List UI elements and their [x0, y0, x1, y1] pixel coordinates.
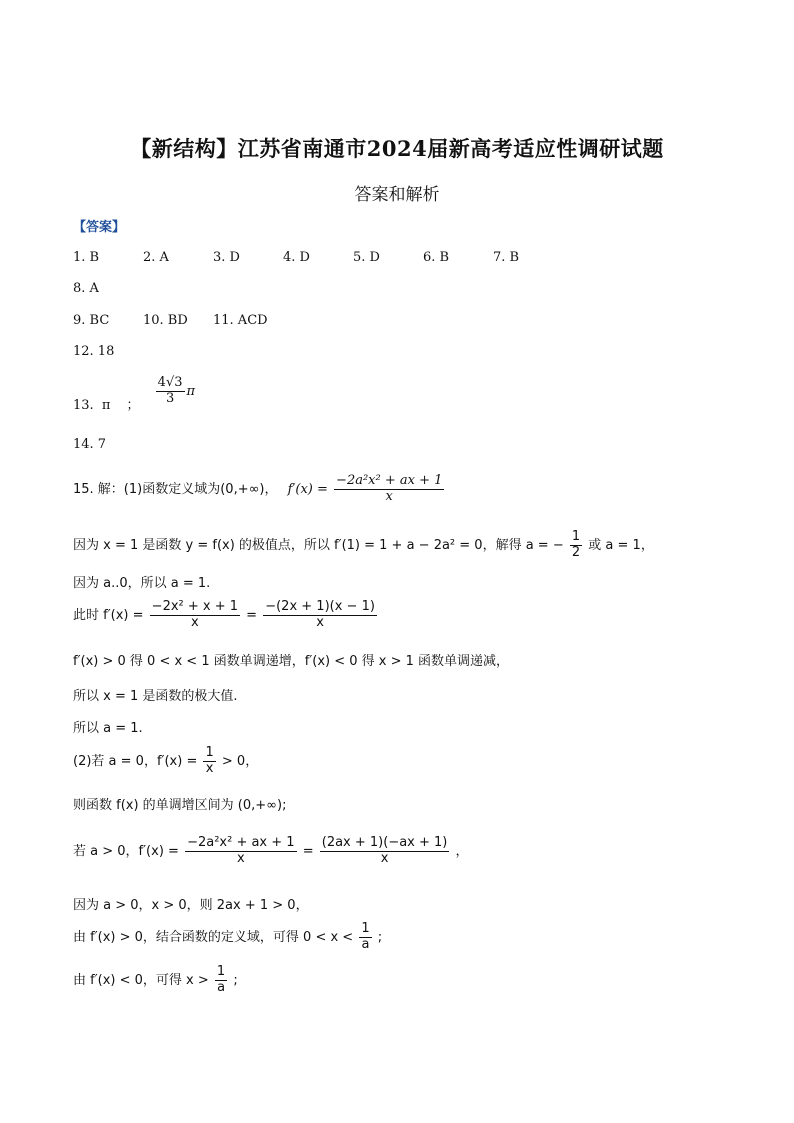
q15-l2-den: 2	[571, 544, 581, 560]
q15-l12-fraction	[359, 922, 371, 953]
q15-line-12	[73, 922, 382, 953]
q15-l8-num: 1	[205, 745, 214, 760]
answer-item: 7. B	[493, 250, 520, 265]
q15-l12-a: 由 f′(x) > 0，结合函数的定义域，可得 0 < x <	[73, 929, 354, 945]
q15-line-5: f′(x) > 0 得 0 < x < 1 函数单调递增，f′(x) < 0 得 x > 1 函数单调递减，	[73, 654, 510, 669]
q15-l10-eq: =	[302, 843, 314, 859]
q15-l2-b: 或 a = 1，	[588, 537, 654, 553]
q15-l10-a: 若 a > 0，f′(x) =	[73, 843, 179, 859]
q15-l13-num: 1	[216, 964, 226, 979]
page-title: 【新结构】江苏省南通市2024届新高考适应性调研试题	[130, 136, 664, 161]
answer-item: 8. A	[73, 281, 99, 296]
q15-line-9: 则函数 f(x) 的单调增区间为 (0,+∞);	[73, 798, 287, 813]
q15-l8-fraction	[203, 746, 215, 777]
q15-fprime-den: x	[385, 488, 393, 504]
q15-line-4	[73, 600, 379, 631]
q15-l4-a: 此时 f′(x) =	[73, 607, 144, 623]
q15-l13-fraction	[215, 965, 227, 996]
page-subtitle: 答案和解析	[354, 185, 440, 205]
answer-item: 9. BC	[73, 313, 110, 328]
answer-item: 11. ACD	[213, 313, 268, 328]
q15-l2-fraction	[570, 530, 582, 561]
q15-line-1	[73, 474, 446, 505]
answer-item: 4. D	[283, 250, 310, 265]
q15-line-10	[73, 836, 469, 867]
q15-l13-a: 由 f′(x) < 0，可得 x >	[73, 972, 209, 988]
q15-l10-fraction-1	[185, 836, 297, 867]
q15-fprime-lhs: f′(x) =	[287, 481, 328, 497]
q15-l8-den: x	[205, 760, 214, 776]
answer-item: 6. B	[423, 250, 450, 265]
q15-l8-a: (2)若 a = 0，f′(x) =	[73, 753, 198, 769]
q13-num: 4√3	[157, 375, 183, 390]
q15-line-13	[73, 965, 238, 996]
q15-fprime-fraction	[334, 474, 444, 505]
q15-l10-fraction-2	[320, 836, 450, 867]
q15-l4-den1: x	[191, 614, 199, 630]
q15-l10-num2: (2ax + 1)(−ax + 1)	[321, 835, 448, 850]
q15-l10-den2: x	[380, 850, 389, 866]
q15-fprime-num: −2a²x² + ax + 1	[336, 473, 443, 488]
answer-item: 1. B	[73, 250, 100, 265]
answer-item: 12. 18	[73, 344, 115, 359]
answer-section-tag: 【答案】	[73, 220, 126, 235]
q15-l2-a: 因为 x = 1 是函数 y = f(x) 的极值点，所以 f′(1) = 1 + a − 2a² = 0，解得 a = −	[73, 537, 564, 553]
q13-den: 3	[165, 390, 175, 406]
q15-line-11: 因为 a > 0，x > 0，则 2ax + 1 > 0，	[73, 898, 309, 913]
q15-l4-num1: −2x² + x + 1	[151, 599, 239, 614]
q13-first: π	[101, 397, 111, 413]
q15-line-2	[73, 530, 654, 561]
q13-tail: π	[186, 383, 196, 399]
q15-l4-num2: −(2x + 1)(x − 1)	[265, 599, 375, 614]
q15-l8-b: > 0，	[221, 753, 259, 769]
q15-line-8	[73, 746, 258, 777]
q13-fraction	[156, 376, 185, 407]
q15-line-7: 所以 a = 1.	[73, 721, 143, 736]
answer-item: 3. D	[213, 250, 240, 265]
q13-label: 13.	[73, 397, 94, 413]
q15-l10-den1: x	[236, 850, 245, 866]
q15-l4-eq: =	[246, 607, 258, 623]
q15-l2-num: 1	[571, 529, 581, 544]
q15-line-3: 因为 a..0，所以 a = 1.	[73, 576, 211, 591]
q15-l12-den: a	[361, 936, 370, 952]
q15-l4-den2: x	[316, 614, 324, 630]
answer-13	[73, 375, 196, 413]
q15-l13-den: a	[217, 979, 226, 995]
q15-l12-b: ;	[377, 929, 383, 945]
q15-intro: 15. 解：(1)函数定义域为(0,+∞)，	[73, 481, 278, 497]
answer-item: 10. BD	[143, 313, 188, 328]
answer-item: 2. A	[143, 250, 169, 265]
q15-l12-num: 1	[361, 921, 370, 936]
q15-l4-fraction-1	[150, 600, 240, 631]
q15-line-6: 所以 x = 1 是函数的极大值.	[73, 689, 238, 704]
q15-l10-num1: −2a²x² + ax + 1	[187, 835, 295, 850]
answer-item: 5. D	[353, 250, 380, 265]
q15-l13-b: ;	[233, 972, 238, 988]
answer-item: 14. 7	[73, 437, 107, 452]
q15-l10-b: ，	[455, 843, 469, 859]
q13-sep: ；	[126, 397, 140, 413]
q15-l4-fraction-2	[263, 600, 377, 631]
